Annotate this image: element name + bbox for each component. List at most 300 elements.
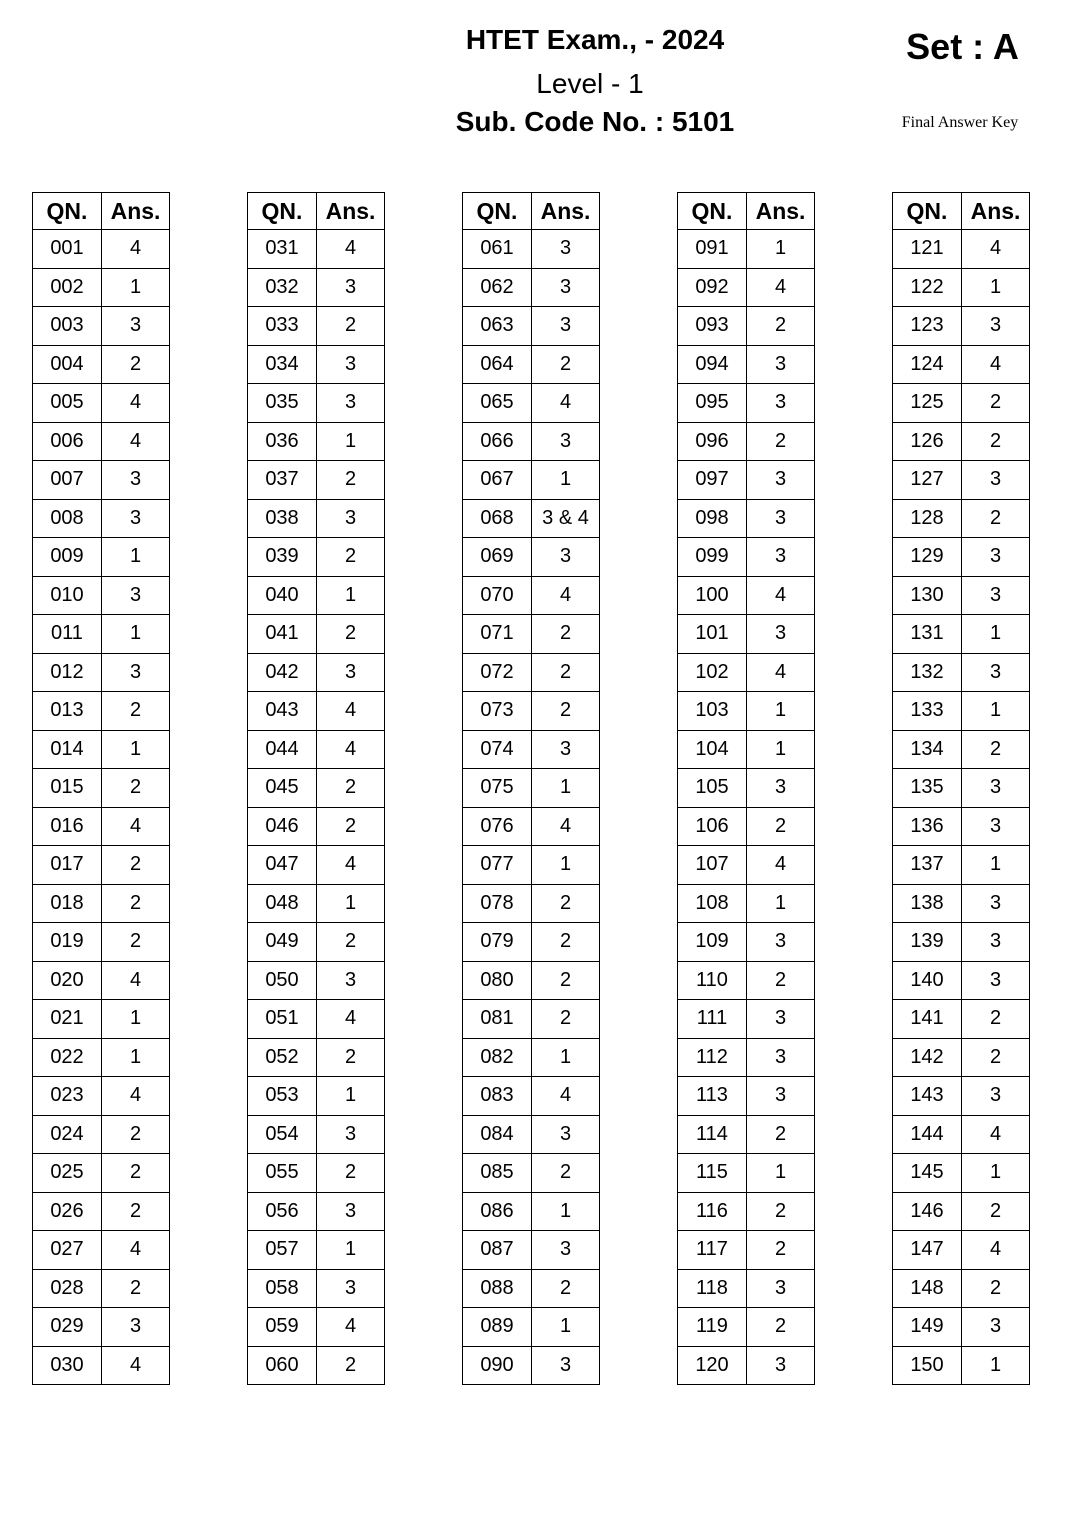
question-number: 012 [33, 653, 102, 692]
ans-column-header: Ans. [532, 193, 600, 230]
question-number: 109 [678, 923, 747, 962]
question-number: 065 [463, 384, 532, 423]
table-row [248, 1346, 385, 1385]
table-row [678, 846, 815, 885]
answer-value: 3 [532, 1231, 600, 1270]
answer-value: 4 [102, 422, 170, 461]
answer-value: 2 [102, 345, 170, 384]
question-number: 124 [893, 345, 962, 384]
table-row [678, 653, 815, 692]
answer-value: 2 [102, 846, 170, 885]
question-number: 060 [248, 1346, 317, 1385]
table-row [463, 1038, 600, 1077]
question-number: 133 [893, 692, 962, 731]
answer-value: 3 [317, 1192, 385, 1231]
question-number: 114 [678, 1115, 747, 1154]
answer-value: 3 [317, 653, 385, 692]
question-number: 027 [33, 1231, 102, 1270]
table-row [33, 1269, 170, 1308]
answer-value: 3 [747, 1269, 815, 1308]
table-row [893, 730, 1030, 769]
table-row [678, 345, 815, 384]
table-row [248, 1308, 385, 1347]
answer-value: 2 [102, 692, 170, 731]
question-number: 100 [678, 576, 747, 615]
table-row [678, 1077, 815, 1116]
table-row [33, 923, 170, 962]
question-number: 094 [678, 345, 747, 384]
answer-key-table [892, 192, 1030, 1385]
answer-value: 3 [532, 1115, 600, 1154]
answer-value: 1 [962, 1154, 1030, 1193]
table-row [893, 1115, 1030, 1154]
question-number: 134 [893, 730, 962, 769]
table-row [678, 422, 815, 461]
table-row [33, 538, 170, 577]
table-row [463, 730, 600, 769]
question-number: 059 [248, 1308, 317, 1347]
question-number: 055 [248, 1154, 317, 1193]
table-row [463, 769, 600, 808]
question-number: 146 [893, 1192, 962, 1231]
set-label: Set : A [906, 26, 1019, 67]
question-number: 004 [33, 345, 102, 384]
table-row [893, 1269, 1030, 1308]
question-number: 137 [893, 846, 962, 885]
question-number: 068 [463, 499, 532, 538]
table-row [33, 461, 170, 500]
question-number: 033 [248, 307, 317, 346]
question-number: 135 [893, 769, 962, 808]
table-row [893, 923, 1030, 962]
answer-value: 2 [532, 923, 600, 962]
table-row [463, 692, 600, 731]
answer-value: 3 [532, 422, 600, 461]
question-number: 086 [463, 1192, 532, 1231]
table-row [463, 1115, 600, 1154]
table-row [33, 345, 170, 384]
question-number: 008 [33, 499, 102, 538]
answer-value: 1 [317, 884, 385, 923]
answer-value: 3 [102, 461, 170, 500]
question-number: 087 [463, 1231, 532, 1270]
answer-value: 1 [532, 461, 600, 500]
answer-value: 2 [317, 923, 385, 962]
table-row [248, 1192, 385, 1231]
question-number: 080 [463, 961, 532, 1000]
table-row [33, 1038, 170, 1077]
table-row [248, 1000, 385, 1039]
table-row [248, 769, 385, 808]
table-row [463, 307, 600, 346]
question-number: 079 [463, 923, 532, 962]
question-number: 040 [248, 576, 317, 615]
table-row [248, 653, 385, 692]
question-number: 130 [893, 576, 962, 615]
answer-value: 3 [747, 1346, 815, 1385]
answer-value: 2 [317, 307, 385, 346]
table-row [33, 384, 170, 423]
table-row [893, 615, 1030, 654]
question-number: 026 [33, 1192, 102, 1231]
answer-value: 3 [962, 538, 1030, 577]
table-row [678, 1346, 815, 1385]
question-number: 022 [33, 1038, 102, 1077]
table-row [463, 499, 600, 538]
question-number: 098 [678, 499, 747, 538]
answer-value: 3 [962, 1308, 1030, 1347]
table-row [248, 230, 385, 269]
table-row [893, 538, 1030, 577]
table-row [678, 692, 815, 731]
question-number: 132 [893, 653, 962, 692]
table-row [463, 1192, 600, 1231]
answer-value: 1 [102, 1000, 170, 1039]
answer-value: 3 [532, 730, 600, 769]
question-number: 015 [33, 769, 102, 808]
question-number: 093 [678, 307, 747, 346]
question-number: 095 [678, 384, 747, 423]
question-number: 070 [463, 576, 532, 615]
answer-value: 1 [102, 1038, 170, 1077]
answer-value: 2 [962, 1000, 1030, 1039]
question-number: 125 [893, 384, 962, 423]
question-number: 117 [678, 1231, 747, 1270]
answer-value: 3 [747, 1038, 815, 1077]
answer-value: 3 [962, 769, 1030, 808]
question-number: 017 [33, 846, 102, 885]
question-number: 029 [33, 1308, 102, 1347]
answer-value: 2 [747, 961, 815, 1000]
question-number: 144 [893, 1115, 962, 1154]
question-number: 030 [33, 1346, 102, 1385]
answer-value: 1 [317, 1231, 385, 1270]
table-row [33, 1115, 170, 1154]
table-row [893, 1308, 1030, 1347]
table-row [33, 268, 170, 307]
question-number: 084 [463, 1115, 532, 1154]
question-number: 141 [893, 1000, 962, 1039]
question-number: 050 [248, 961, 317, 1000]
answer-value: 3 [747, 923, 815, 962]
ans-column-header: Ans. [102, 193, 170, 230]
table-row [678, 1192, 815, 1231]
question-number: 067 [463, 461, 532, 500]
question-number: 016 [33, 807, 102, 846]
answer-value: 1 [747, 884, 815, 923]
question-number: 051 [248, 1000, 317, 1039]
question-number: 014 [33, 730, 102, 769]
table-row [248, 730, 385, 769]
question-number: 074 [463, 730, 532, 769]
answer-value: 3 [317, 268, 385, 307]
question-number: 069 [463, 538, 532, 577]
table-row [248, 1269, 385, 1308]
question-number: 091 [678, 230, 747, 269]
question-number: 049 [248, 923, 317, 962]
question-number: 048 [248, 884, 317, 923]
question-number: 121 [893, 230, 962, 269]
question-number: 119 [678, 1308, 747, 1347]
answer-value: 3 [317, 499, 385, 538]
question-number: 045 [248, 769, 317, 808]
answer-key-table [677, 192, 815, 1385]
question-number: 023 [33, 1077, 102, 1116]
table-header-row [33, 193, 170, 230]
question-number: 131 [893, 615, 962, 654]
question-number: 129 [893, 538, 962, 577]
question-number: 066 [463, 422, 532, 461]
table-row [248, 692, 385, 731]
table-row [893, 1077, 1030, 1116]
table-row [248, 499, 385, 538]
question-number: 113 [678, 1077, 747, 1116]
table-row [463, 345, 600, 384]
question-number: 037 [248, 461, 317, 500]
question-number: 071 [463, 615, 532, 654]
table-row [893, 384, 1030, 423]
qn-column-header: QN. [33, 193, 102, 230]
table-row [33, 884, 170, 923]
answer-value: 4 [317, 692, 385, 731]
answer-value: 3 [747, 1077, 815, 1116]
table-row [678, 576, 815, 615]
answer-value: 3 [102, 653, 170, 692]
table-row [893, 769, 1030, 808]
table-row [893, 884, 1030, 923]
table-row [463, 230, 600, 269]
table-row [893, 1000, 1030, 1039]
exam-title: HTET Exam., - 2024 [465, 24, 725, 55]
answer-value: 3 [962, 461, 1030, 500]
question-number: 041 [248, 615, 317, 654]
table-row [893, 1154, 1030, 1193]
question-number: 101 [678, 615, 747, 654]
answer-value: 3 [102, 307, 170, 346]
answer-value: 1 [962, 692, 1030, 731]
answer-value: 4 [747, 846, 815, 885]
table-row [33, 1346, 170, 1385]
question-number: 035 [248, 384, 317, 423]
question-number: 010 [33, 576, 102, 615]
question-number: 039 [248, 538, 317, 577]
answer-value: 1 [747, 230, 815, 269]
table-row [893, 307, 1030, 346]
question-number: 025 [33, 1154, 102, 1193]
table-row [33, 422, 170, 461]
table-row [678, 961, 815, 1000]
question-number: 123 [893, 307, 962, 346]
table-row [248, 268, 385, 307]
table-row [33, 1231, 170, 1270]
table-row [463, 461, 600, 500]
answer-value: 4 [747, 268, 815, 307]
answer-value: 4 [962, 1231, 1030, 1270]
ans-column-header: Ans. [747, 193, 815, 230]
question-number: 104 [678, 730, 747, 769]
answer-value: 3 [317, 961, 385, 1000]
answer-value: 2 [102, 769, 170, 808]
answer-value: 2 [532, 692, 600, 731]
answer-value: 2 [102, 1115, 170, 1154]
table-row [893, 1231, 1030, 1270]
answer-value: 1 [532, 1308, 600, 1347]
answer-value: 2 [317, 807, 385, 846]
question-number: 076 [463, 807, 532, 846]
question-number: 005 [33, 384, 102, 423]
table-row [33, 846, 170, 885]
table-row [678, 499, 815, 538]
table-row [463, 961, 600, 1000]
answer-value: 3 [317, 1115, 385, 1154]
question-number: 088 [463, 1269, 532, 1308]
question-number: 009 [33, 538, 102, 577]
table-row [248, 1038, 385, 1077]
table-row [248, 538, 385, 577]
table-row [248, 1077, 385, 1116]
question-number: 127 [893, 461, 962, 500]
table-header-row [678, 193, 815, 230]
answer-value: 2 [747, 1115, 815, 1154]
question-number: 036 [248, 422, 317, 461]
question-number: 142 [893, 1038, 962, 1077]
question-number: 108 [678, 884, 747, 923]
answer-value: 2 [102, 923, 170, 962]
table-row [893, 1346, 1030, 1385]
table-row [678, 268, 815, 307]
table-row [463, 653, 600, 692]
question-number: 053 [248, 1077, 317, 1116]
qn-column-header: QN. [248, 193, 317, 230]
table-row [33, 230, 170, 269]
question-number: 102 [678, 653, 747, 692]
question-number: 034 [248, 345, 317, 384]
question-number: 122 [893, 268, 962, 307]
table-row [463, 615, 600, 654]
question-number: 003 [33, 307, 102, 346]
question-number: 020 [33, 961, 102, 1000]
answer-value: 3 [962, 653, 1030, 692]
table-row [678, 1231, 815, 1270]
answer-value: 3 [962, 923, 1030, 962]
table-row [678, 1269, 815, 1308]
question-number: 056 [248, 1192, 317, 1231]
table-row [33, 615, 170, 654]
question-number: 149 [893, 1308, 962, 1347]
question-number: 092 [678, 268, 747, 307]
table-row [33, 730, 170, 769]
question-number: 021 [33, 1000, 102, 1039]
question-number: 118 [678, 1269, 747, 1308]
answer-value: 2 [747, 307, 815, 346]
answer-value: 3 & 4 [532, 499, 600, 538]
question-number: 075 [463, 769, 532, 808]
table-row [33, 1077, 170, 1116]
answer-value: 4 [532, 384, 600, 423]
answer-value: 3 [962, 1077, 1030, 1116]
answer-value: 3 [102, 1308, 170, 1347]
answer-value: 4 [102, 961, 170, 1000]
answer-value: 2 [532, 345, 600, 384]
table-row [678, 884, 815, 923]
question-number: 002 [33, 268, 102, 307]
question-number: 028 [33, 1269, 102, 1308]
table-row [463, 1000, 600, 1039]
answer-value: 3 [747, 538, 815, 577]
answer-value: 2 [962, 1269, 1030, 1308]
answer-value: 2 [962, 384, 1030, 423]
answer-value: 3 [532, 538, 600, 577]
answer-value: 3 [747, 345, 815, 384]
answer-value: 2 [747, 1231, 815, 1270]
answer-value: 3 [317, 1269, 385, 1308]
answer-value: 3 [962, 576, 1030, 615]
answer-value: 2 [317, 1038, 385, 1077]
question-number: 106 [678, 807, 747, 846]
table-row [463, 268, 600, 307]
answer-value: 4 [747, 576, 815, 615]
answer-value: 1 [747, 692, 815, 731]
question-number: 089 [463, 1308, 532, 1347]
table-row [893, 692, 1030, 731]
table-row [248, 615, 385, 654]
table-row [248, 345, 385, 384]
answer-value: 3 [532, 307, 600, 346]
table-row [463, 846, 600, 885]
answer-value: 1 [317, 422, 385, 461]
question-number: 058 [248, 1269, 317, 1308]
table-row [248, 307, 385, 346]
table-row [893, 846, 1030, 885]
table-row [678, 1038, 815, 1077]
question-number: 043 [248, 692, 317, 731]
question-number: 139 [893, 923, 962, 962]
answer-value: 3 [962, 807, 1030, 846]
subject-code: Sub. Code No. : 5101 [455, 106, 735, 137]
question-number: 064 [463, 345, 532, 384]
answer-value: 4 [532, 1077, 600, 1116]
table-row [248, 1231, 385, 1270]
table-row [678, 807, 815, 846]
table-row [248, 923, 385, 962]
answer-value: 2 [747, 422, 815, 461]
answer-value: 3 [747, 461, 815, 500]
answer-value: 4 [317, 1000, 385, 1039]
question-number: 136 [893, 807, 962, 846]
table-row [33, 769, 170, 808]
answer-value: 1 [962, 846, 1030, 885]
answer-value: 3 [962, 884, 1030, 923]
answer-value: 2 [102, 1269, 170, 1308]
answer-value: 3 [102, 576, 170, 615]
answer-value: 2 [532, 961, 600, 1000]
answer-value: 4 [317, 230, 385, 269]
table-row [463, 384, 600, 423]
answer-value: 4 [317, 730, 385, 769]
question-number: 103 [678, 692, 747, 731]
answer-value: 2 [962, 1192, 1030, 1231]
table-row [33, 961, 170, 1000]
table-header-row [248, 193, 385, 230]
question-number: 062 [463, 268, 532, 307]
table-row [893, 461, 1030, 500]
answer-value: 1 [102, 730, 170, 769]
question-number: 031 [248, 230, 317, 269]
answer-value: 3 [532, 230, 600, 269]
answer-value: 4 [102, 1346, 170, 1385]
table-row [248, 961, 385, 1000]
table-row [33, 1154, 170, 1193]
